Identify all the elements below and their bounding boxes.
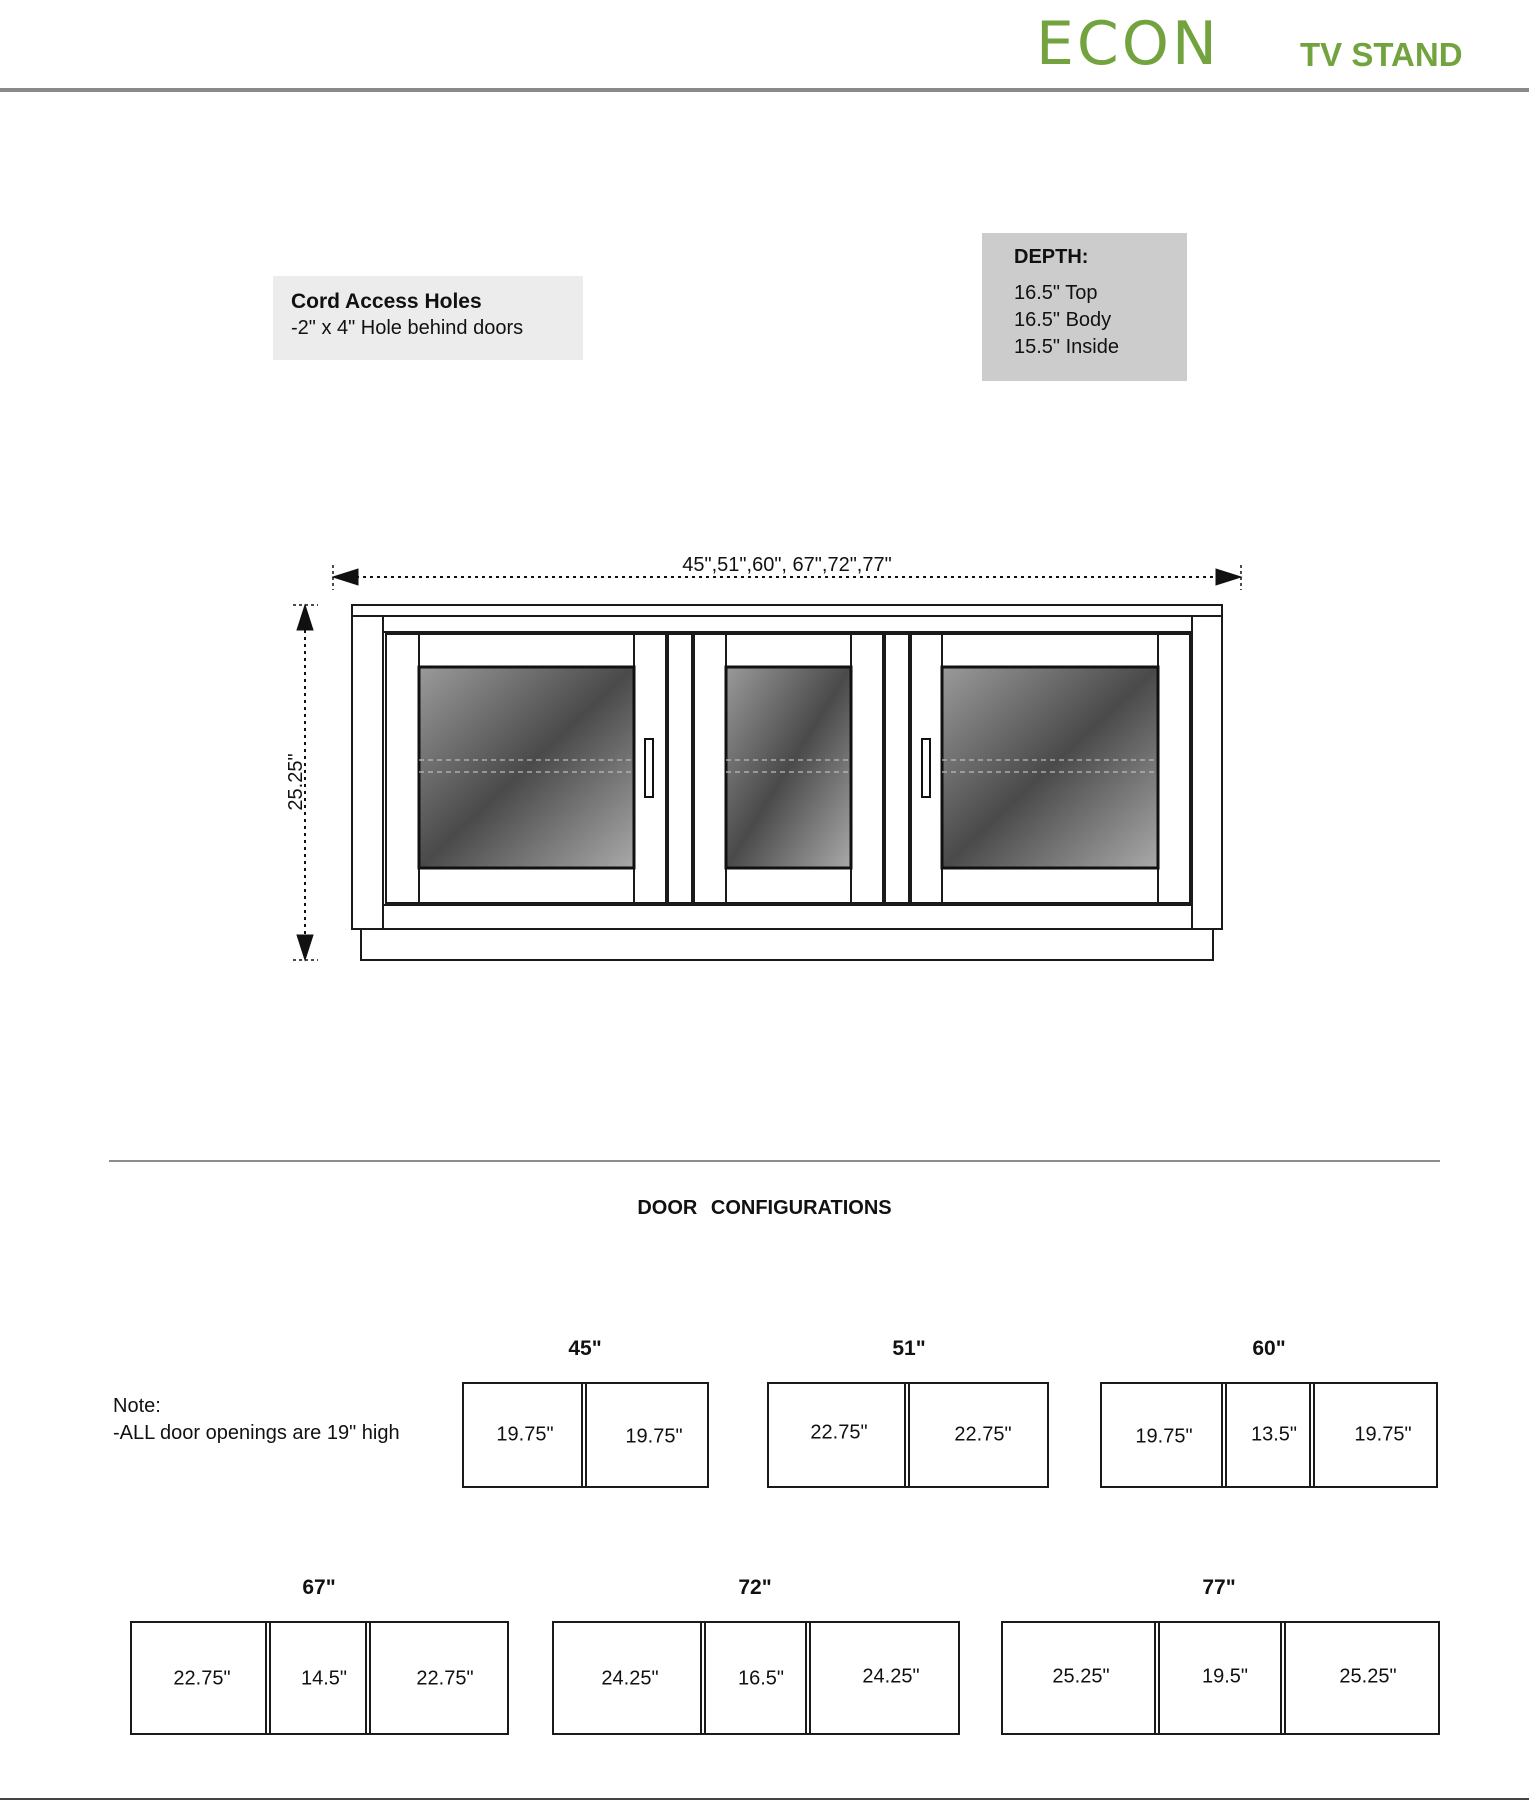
- door-configurations-title: DOOR CONFIGURATIONS: [637, 1197, 892, 1219]
- config-60-door-2: 13.5": [1250, 1423, 1298, 1446]
- height-label: 25.25": [285, 753, 307, 811]
- config-51-door-1: 22.75": [810, 1421, 868, 1444]
- config-77-door-2: 19.5": [1201, 1665, 1249, 1688]
- config-67-label: 67": [302, 1576, 336, 1599]
- tv-stand-elevation-drawing: [0, 540, 1529, 980]
- config-72-diagram: [552, 1621, 960, 1735]
- config-67-door-3: 22.75": [416, 1667, 474, 1690]
- config-60-door-3: 19.75": [1354, 1423, 1412, 1446]
- cabinet-base: [361, 929, 1213, 960]
- cord-access-title: Cord Access Holes: [291, 290, 482, 313]
- header-divider: [0, 88, 1529, 92]
- depth-inside: 15.5" Inside: [1014, 336, 1119, 358]
- config-51-label: 51": [892, 1337, 926, 1360]
- depth-title: DEPTH:: [1014, 246, 1089, 268]
- cord-access-note: [273, 276, 583, 360]
- config-67-diagram: [130, 1621, 509, 1735]
- config-67-door-2: 14.5": [300, 1667, 348, 1690]
- depth-top: 16.5" Top: [1014, 282, 1098, 304]
- right-glass-panel: [942, 667, 1158, 868]
- config-45-door-2: 19.75": [625, 1425, 683, 1448]
- left-handle: [645, 739, 653, 797]
- config-45-door-1: 19.75": [496, 1423, 554, 1446]
- right-handle: [922, 739, 930, 797]
- config-51-door-2: 22.75": [954, 1423, 1012, 1446]
- config-72-label: 72": [738, 1576, 772, 1599]
- depth-body: 16.5" Body: [1014, 309, 1112, 331]
- depth-box: [982, 233, 1187, 381]
- config-67-door-1: 22.75": [173, 1667, 231, 1690]
- config-60-diagram: [1100, 1382, 1438, 1488]
- config-72-door-1: 24.25": [601, 1667, 659, 1690]
- config-72-door-3: 24.25": [862, 1665, 920, 1688]
- cord-access-detail: -2" x 4" Hole behind doors: [291, 317, 524, 339]
- config-45-diagram: [462, 1382, 709, 1488]
- config-77-door-3: 25.25": [1339, 1665, 1397, 1688]
- config-51-diagram: [767, 1382, 1049, 1488]
- cabinet-top: [352, 605, 1222, 616]
- note-title: Note:: [113, 1395, 161, 1417]
- config-77-door-1: 25.25": [1052, 1665, 1110, 1688]
- config-72-door-2: 16.5": [737, 1667, 785, 1690]
- section-divider: [109, 1160, 1440, 1162]
- left-glass-panel: [419, 667, 634, 868]
- center-glass-panel: [726, 667, 851, 868]
- config-60-label: 60": [1252, 1337, 1286, 1360]
- config-45-label: 45": [568, 1337, 602, 1360]
- door-note: [113, 1393, 400, 1447]
- product-title: TV STAND: [1300, 36, 1463, 73]
- note-text: -ALL door openings are 19" high: [113, 1422, 400, 1444]
- width-label: 45",51",60", 67",72",77": [682, 554, 892, 576]
- config-77-diagram: [1001, 1621, 1440, 1735]
- config-60-door-1: 19.75": [1135, 1425, 1193, 1448]
- config-77-label: 77": [1202, 1576, 1236, 1599]
- brand-logo: ECON: [1036, 9, 1220, 79]
